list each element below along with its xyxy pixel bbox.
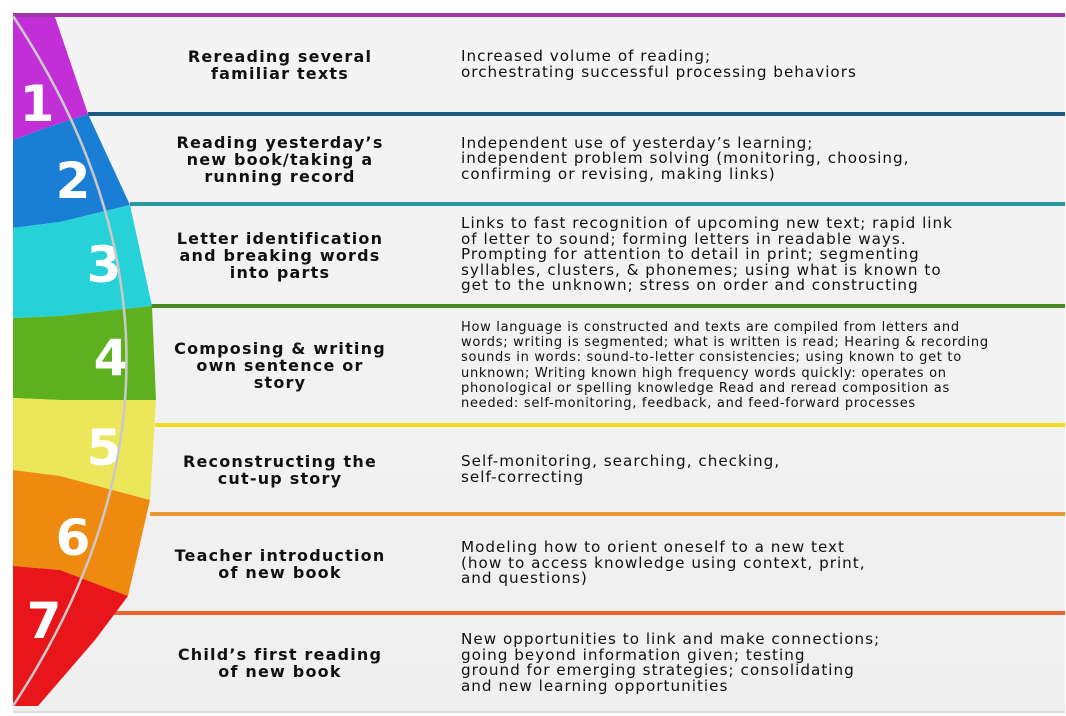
activity-line: familiar texts bbox=[211, 63, 349, 83]
step-number-1: 1 bbox=[19, 75, 55, 133]
activity-line: of new book bbox=[218, 562, 342, 582]
activity-line: Rereading several bbox=[187, 46, 373, 66]
description-line: and questions) bbox=[461, 569, 588, 588]
description-line: self-correcting bbox=[461, 467, 585, 486]
activity-line: new book/taking a bbox=[186, 149, 374, 169]
description-line: Prompting for attention to detail in print; segmenting bbox=[461, 245, 920, 264]
step-number-6: 6 bbox=[55, 509, 91, 567]
description-line: Links to fast recognition of upcoming new text; rapid link bbox=[461, 214, 953, 233]
activity-line: of new book bbox=[218, 662, 342, 681]
activity-line: Child’s first reading bbox=[177, 645, 383, 664]
activity-line: cut-up story bbox=[217, 468, 343, 488]
activity-line: and breaking words bbox=[179, 245, 381, 265]
description-line: (how to access knowledge using context, print, bbox=[461, 553, 866, 572]
description-line: Independent use of yesterday’s learning; bbox=[461, 133, 814, 152]
activity-line: into parts bbox=[229, 262, 331, 282]
description-line: New opportunities to link and make connections; bbox=[461, 630, 881, 648]
description-line: get to the unknown; stress on order and constructing bbox=[461, 276, 919, 295]
activity-line: Teacher introduction bbox=[174, 545, 386, 565]
activity-line: story bbox=[253, 373, 307, 392]
step-number-4: 4 bbox=[93, 329, 129, 387]
description-line: unknown; Writing known high frequency words quickly: operates on bbox=[461, 365, 947, 381]
description-line: Self-monitoring, searching, checking, bbox=[461, 452, 781, 470]
activity-line: Reconstructing the bbox=[182, 451, 377, 471]
description-line: going beyond information given; testing bbox=[461, 645, 806, 664]
description-line: independent problem solving (monitoring, choosing, bbox=[461, 149, 910, 168]
description-line: Modeling how to orient oneself to a new text bbox=[461, 538, 845, 557]
description-line: Increased volume of reading; bbox=[461, 47, 712, 65]
description-line: syllables, clusters, & phonemes; using what is known to bbox=[461, 260, 942, 279]
activity-line: Composing & writing bbox=[174, 339, 386, 358]
step-number-5: 5 bbox=[86, 419, 122, 477]
description-line: of letter to sound; forming letters in readable ways. bbox=[461, 229, 907, 248]
description-line: confirming or revising, making links) bbox=[461, 164, 776, 183]
step-number-7: 7 bbox=[26, 592, 62, 650]
description-line: How language is constructed and texts are compiled from letters and bbox=[461, 319, 960, 335]
description-line: and new learning opportunities bbox=[461, 676, 729, 695]
description-line: orchestrating successful processing behaviors bbox=[461, 62, 857, 81]
step-number-3: 3 bbox=[86, 236, 122, 294]
description-line: needed: self-monitoring, feedback, and feed-forward processes bbox=[461, 396, 916, 412]
description-line: ground for emerging strategies; consolidating bbox=[461, 661, 855, 679]
activity-line: running record bbox=[204, 166, 356, 186]
activity-line: Letter identification bbox=[176, 228, 384, 248]
description-line: words; writing is segmented; what is written is read; Hearing & recording bbox=[461, 334, 989, 350]
description-line: phonological or spelling knowledge Read and reread composition as bbox=[461, 380, 950, 396]
arc-segment-4 bbox=[13, 306, 156, 400]
step-number-2: 2 bbox=[55, 152, 91, 210]
activity-line: own sentence or bbox=[196, 356, 364, 375]
activity-line: Reading yesterday’s bbox=[176, 132, 384, 152]
description-line: sounds in words: sound-to-letter consistencies; using known to get to bbox=[461, 350, 962, 366]
